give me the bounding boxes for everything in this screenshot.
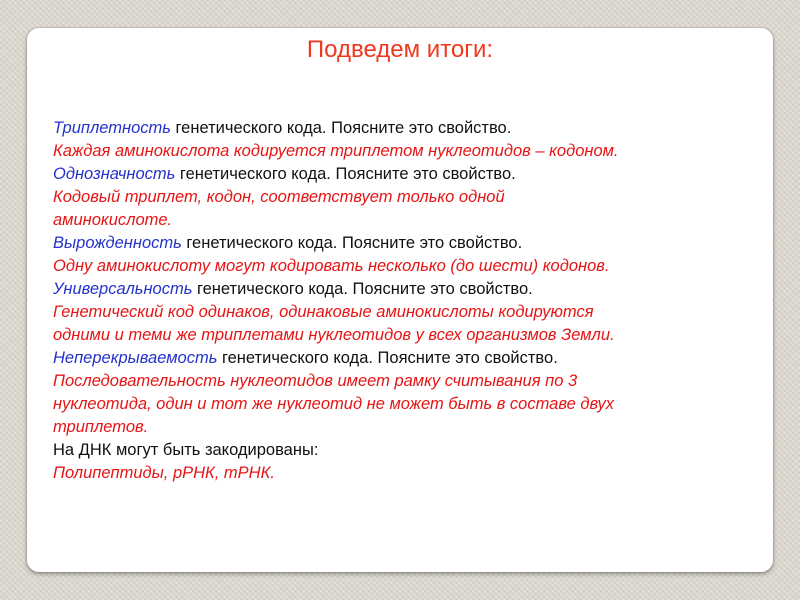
question-text: генетического кода. Поясните это свойство.	[192, 280, 533, 298]
question-text: генетического кода. Поясните это свойство.	[170, 119, 512, 137]
term-unambiguity: Однозначность	[53, 165, 176, 183]
term-degeneracy: Вырожденность	[53, 234, 182, 252]
slide-title: Подведем итоги:	[306, 36, 494, 63]
slide-card	[27, 28, 773, 572]
answer-nonoverlap-line1: Последовательность нуклеотидов имеет рамку считывания по 3	[53, 372, 578, 390]
question-nonoverlap	[53, 347, 753, 370]
question-universality	[53, 278, 753, 301]
term-triplet: Триплетность	[53, 119, 171, 137]
question-text: генетического кода. Поясните это свойство.	[181, 234, 523, 252]
question-dna: На ДНК могут быть закодированы:	[53, 441, 319, 459]
term-nonoverlap: Неперекрываемость	[53, 349, 218, 367]
answer-universality-line1: Генетический код одинаков, одинаковые аминокислоты кодируются	[53, 303, 594, 321]
question-text: генетического кода. Поясните это свойство.	[217, 349, 558, 367]
answer-universality-line2: одними и теми же триплетами нуклеотидов у всех организмов Земли.	[53, 326, 615, 344]
question-degeneracy	[53, 232, 753, 255]
answer-nonoverlap-line2: нуклеотида, один и тот же нуклеотид не может быть в составе двух	[53, 395, 615, 413]
answer-unambiguity-line1: Кодовый триплет, кодон, соответствует только одной	[53, 188, 505, 206]
question-text: генетического кода. Поясните это свойство.	[175, 165, 516, 183]
term-universality: Универсальность	[53, 280, 193, 298]
slide-content	[53, 117, 753, 485]
answer-nonoverlap-line3: триплетов.	[53, 418, 149, 436]
question-unambiguity	[53, 163, 753, 186]
answer-triplet: Каждая аминокислота кодируется триплетом нуклеотидов – кодоном.	[53, 142, 619, 160]
answer-unambiguity-line2: аминокислоте.	[53, 211, 173, 229]
answer-dna: Полипептиды, рРНК, тРНК.	[53, 464, 275, 482]
answer-degeneracy: Одну аминокислоту могут кодировать несколько (до шести) кодонов.	[53, 257, 610, 275]
question-triplet	[53, 117, 753, 140]
